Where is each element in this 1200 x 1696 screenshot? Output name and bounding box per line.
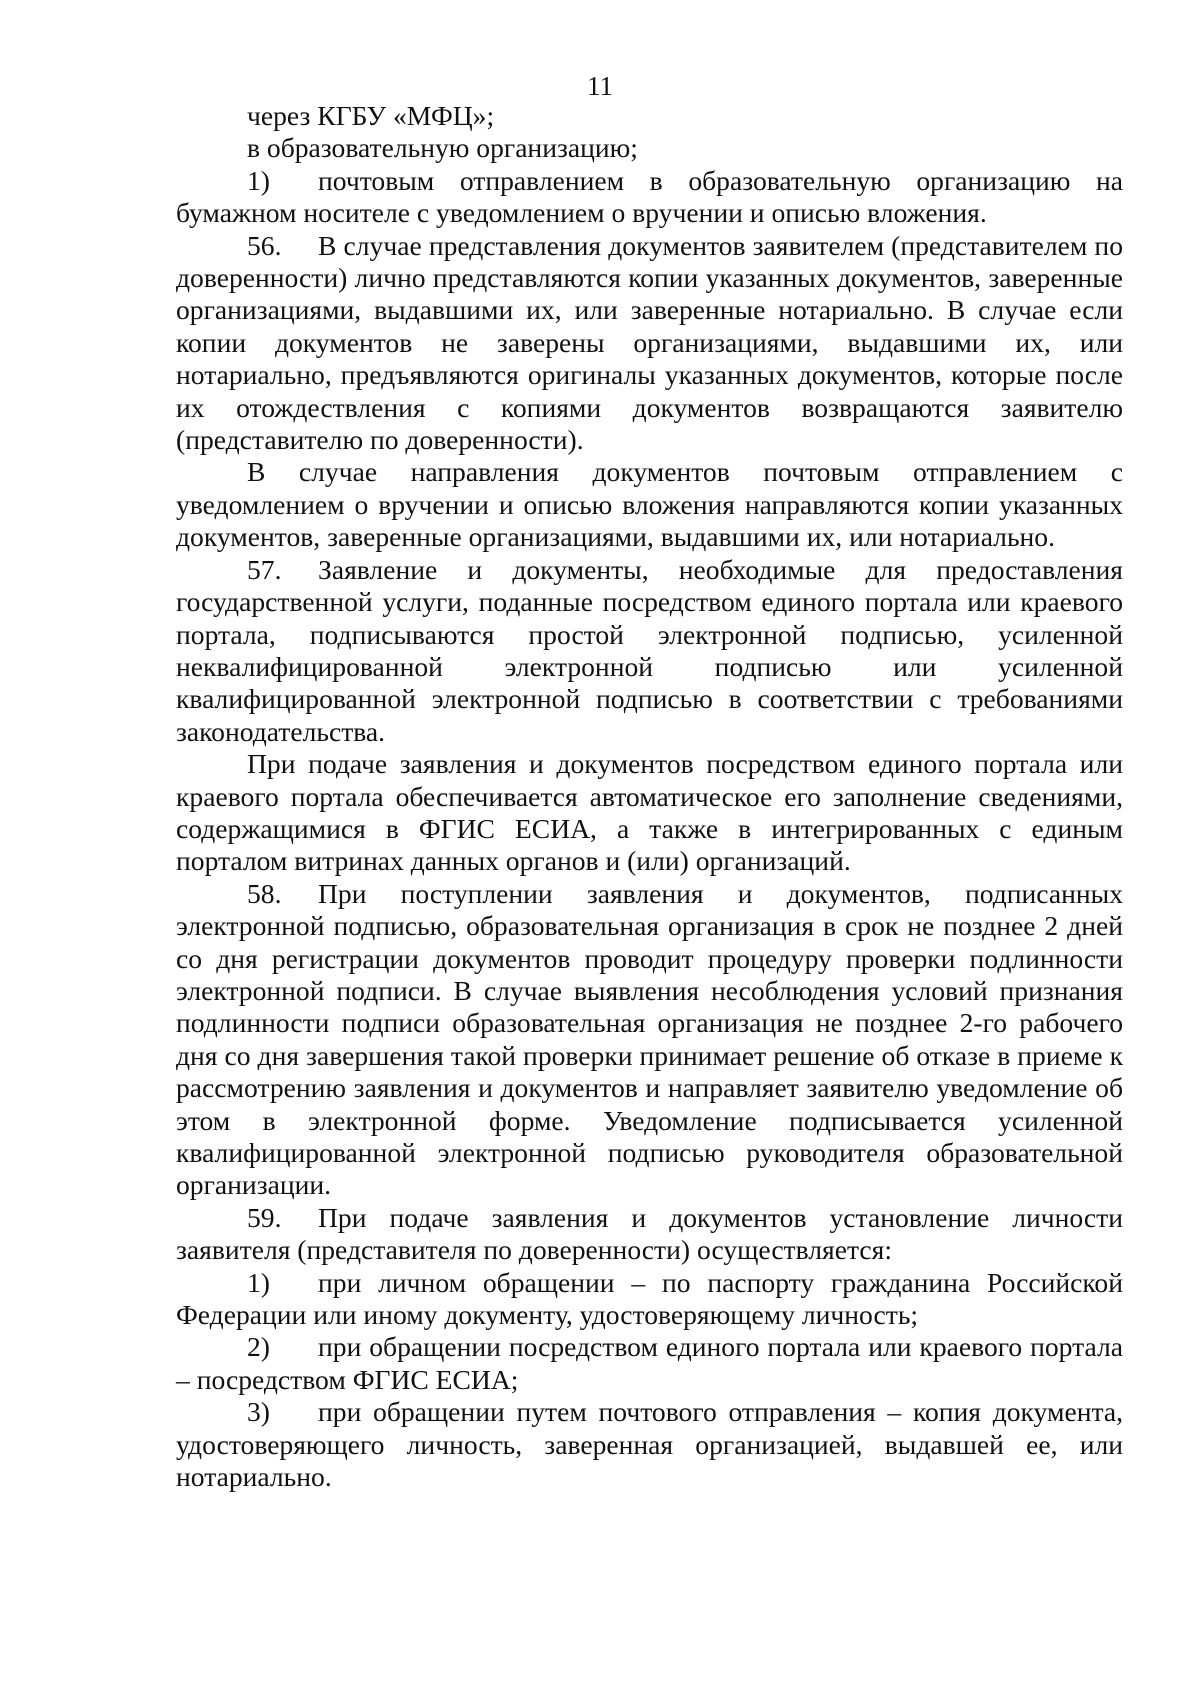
clause-number: 56. — [247, 229, 282, 261]
clause-number: 57. — [247, 553, 282, 585]
document-body — [176, 100, 1123, 1493]
paragraph-text: При подаче заявления и документов посредством единого портала или краевого портала обеспечивается автоматическое его заполнение сведениями, содержащимися в ФГИС ЕСИА, а также в интегрированных с единым порталом витринах данных органов и (или) организаций. — [176, 748, 1123, 877]
paragraph-text: В случае направления документов почтовым отправлением с уведомлением о вручении и описью вложения направляются копии указанных документов, заверенные организациями, выдавшими их, или нотариально. — [176, 456, 1123, 553]
list-item — [176, 1267, 1123, 1332]
clause — [176, 554, 1123, 748]
paragraph-text: при личном обращении – по паспорту гражданина Российской Федерации или иному документу, удостоверяющему личность; — [176, 1266, 1123, 1331]
paragraph-text: через КГБУ «МФЦ»; — [247, 100, 495, 131]
paragraph-text: при обращении посредством единого портала или краевого портала – посредством ФГИС ЕСИА; — [176, 1331, 1123, 1395]
list-item — [176, 1396, 1123, 1493]
paragraph-text: В случае представления документов заявителем (представителем по доверенности) лично представляются копии указанных документов, заверенные организациями, выдавшими их, или заверенные нотариально. В случае если копии документов не заверены организациями, выдавшими их, или нотариально, предъявляются оригиналы указанных документов, которые после их отождествления с копиями документов возвращаются заявителю (представителю по доверенности). — [176, 229, 1123, 456]
paragraph — [176, 132, 1123, 164]
paragraph-text: При поступлении заявления и документов, подписанных электронной подписью, образовательная организация в срок не позднее 2 дней со дня регистрации документов проводит процедуру проверки подлинности электронной подписи. В случае выявления несоблюдения условий признания подлинности подписи образовательная организация не позднее 2-го рабочего дня со дня завершения такой проверки принимает решение об отказе в приеме к рассмотрению заявления и документов и направляет заявителю уведомление об этом в электронной форме. Уведомление подписывается усиленной квалифицированной электронной подписью руководителя образовательной организации. — [176, 877, 1123, 1201]
paragraph-text: при обращении путем почтового отправления – копия документа, удостоверяющего личность, заверенная организацией, выдавшей ее, или нотариально. — [176, 1396, 1123, 1493]
clause-number: 58. — [247, 877, 282, 909]
paragraph-text: При подаче заявления и документов установление личности заявителя (представителя по доверенности) осуществляется: — [176, 1201, 1123, 1266]
clause — [176, 230, 1123, 457]
paragraph-text: Заявление и документы, необходимые для предоставления государственной услуги, поданные посредством единого портала или краевого портала, подписываются простой электронной подписью, усиленной неквалифицированной электронной подписью или усиленной квалифицированной электронной подписью в соответствии с требованиями законодательства. — [176, 553, 1123, 747]
item-number: 1) — [247, 164, 270, 196]
paragraph — [176, 100, 1123, 132]
item-number: 3) — [247, 1396, 270, 1428]
list-item — [176, 1331, 1123, 1396]
item-number: 1) — [247, 1266, 270, 1298]
clause-number: 59. — [247, 1201, 282, 1233]
paragraph-text: почтовым отправлением в образовательную организацию на бумажном носителе с уведомлением о вручении и описью вложения. — [176, 164, 1123, 229]
paragraph-text: в образовательную организацию; — [247, 132, 638, 164]
clause — [176, 878, 1123, 1202]
paragraph — [176, 748, 1123, 878]
clause — [176, 1202, 1123, 1267]
page-number: 11 — [587, 71, 613, 101]
paragraph — [176, 456, 1123, 553]
list-item — [176, 165, 1123, 230]
item-number: 2) — [247, 1331, 270, 1363]
